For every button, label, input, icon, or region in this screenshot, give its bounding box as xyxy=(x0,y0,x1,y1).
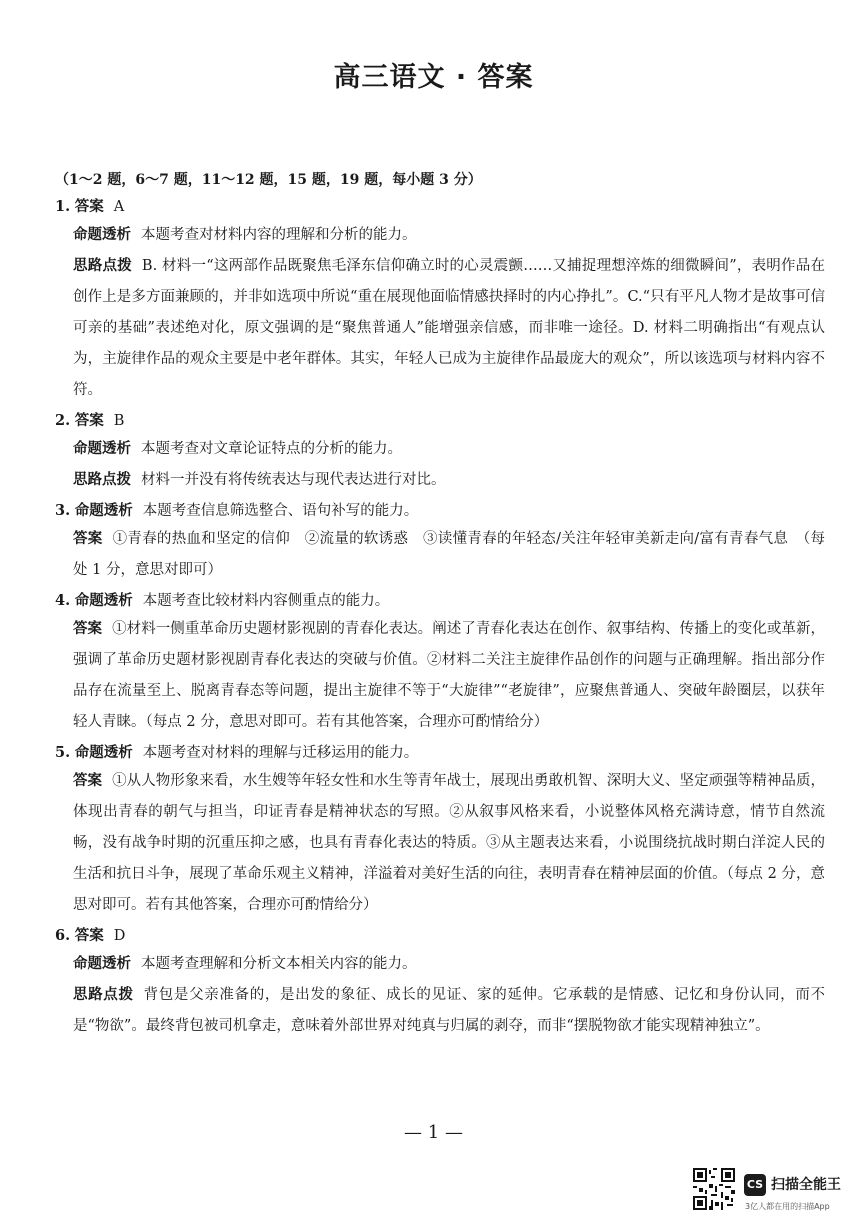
question-header-value: 本题考查信息筛选整合、语句补写的能力。 xyxy=(142,503,419,519)
paragraph-label: 思路点拨 xyxy=(73,472,131,488)
paragraph-text: B. 材料一“这两部作品既聚焦毛泽东信仰确立时的心灵震颤……又捕捉理想淬炼的细微瞬间”，表明作品在创作上是多方面兼顾的，并非如选项中所说“重在展现他面临情感抉择时的内心挣扎”。C.“只有平凡人物才是故事可信可亲的基础”表述绝对化，原文强调的是“聚焦普通人”能增强亲信感，而非唯一途径。D. 材料二明确指出“有观点认为，主旋律作品的观众主要是中老年群体。其实，年轻人已成为主旋律作品最庞大的观众”，所以该选项与材料内容不符。 xyxy=(73,258,825,398)
question-number: 6. xyxy=(55,927,71,944)
qr-code-icon xyxy=(693,1168,735,1210)
paragraph-label: 命题透析 xyxy=(73,956,131,972)
paragraph-text: ①从人物形象来看，水生嫂等年轻女性和水生等青年战士，展现出勇敢机智、深明大义、坚定顽强等精神品质，体现出青春的朝气与担当，印证青春是精神状态的写照。②从叙事风格来看，小说整体风格充满诗意，情节自然流畅，没有战争时期的沉重压抑之感，也具有青春化表达的特质。③从主题表达来看，小说围绕抗战时期白洋淀人民的生活和抗日斗争，展现了革命乐观主义精神，洋溢着对美好生活的向往，表明青春在精神层面的价值。（每点 2 分，意思对即可。若有其他答案，合理亦可酌情给分） xyxy=(73,773,826,913)
question-number: 5. xyxy=(55,744,71,761)
question-header-label: 命题透析 xyxy=(74,745,133,761)
question-header-label: 答案 xyxy=(74,199,104,215)
question-block xyxy=(55,923,825,1042)
question-block xyxy=(55,740,825,921)
paragraph-label: 思路点拨 xyxy=(73,987,134,1003)
answer-paragraph xyxy=(55,465,825,496)
paragraph-text: ①青春的热血和坚定的信仰 ②流量的软诱惑 ③读懂青春的年轻态/关注年轻审美新走向/富有青春气息 （每处 1 分，意思对即可） xyxy=(73,531,825,578)
app-tagline: 3亿人都在用的扫描App xyxy=(745,1202,830,1211)
answer-paragraph xyxy=(55,614,825,738)
paragraph-text: 本题考查对材料内容的理解和分析的能力。 xyxy=(141,227,417,243)
question-header xyxy=(55,194,825,220)
question-header-label: 命题透析 xyxy=(74,593,133,609)
question-header xyxy=(55,408,825,434)
answer-paragraph xyxy=(55,524,825,586)
question-header-value: 本题考查对材料的理解与迁移运用的能力。 xyxy=(142,745,419,761)
question-number: 2. xyxy=(55,412,71,429)
question-block xyxy=(55,408,825,496)
score-scope-note: （1～2 题，6～7 题，11～12 题，15 题，19 题，每小题 3 分） xyxy=(55,172,482,188)
paragraph-label: 命题透析 xyxy=(73,227,131,243)
question-header-label: 答案 xyxy=(74,413,104,429)
app-name: 扫描全能王 xyxy=(771,1177,841,1193)
scanner-watermark xyxy=(693,1168,863,1220)
paragraph-text: 背包是父亲准备的，是出发的象征、成长的见证、家的延伸。它承载的是情感、记忆和身份认同，而不是“物欲”。最终背包被司机拿走，意味着外部世界对纯真与归属的剥夺，而非“摆脱物欲才能实现精神独立”。 xyxy=(73,987,825,1034)
paragraph-label: 答案 xyxy=(73,621,103,637)
answer-paragraph xyxy=(55,980,825,1042)
answer-paragraph xyxy=(55,949,825,980)
question-block xyxy=(55,194,825,406)
paragraph-text: 本题考查对文章论证特点的分析的能力。 xyxy=(141,441,402,457)
camscanner-logo-icon: CS xyxy=(744,1174,766,1196)
question-header xyxy=(55,588,825,614)
page-number: — 1 — xyxy=(404,1122,463,1143)
question-header xyxy=(55,740,825,766)
question-header xyxy=(55,498,825,524)
question-header-value: 本题考查比较材料内容侧重点的能力。 xyxy=(142,593,390,609)
question-number: 1. xyxy=(55,198,71,215)
paragraph-label: 答案 xyxy=(73,531,103,547)
question-number: 4. xyxy=(55,592,71,609)
question-header-label: 命题透析 xyxy=(74,503,133,519)
question-header-value: D xyxy=(113,928,126,944)
paragraph-text: ①材料一侧重革命历史题材影视剧的青春化表达。阐述了青春化表达在创作、叙事结构、传播上的变化或革新，强调了革命历史题材影视剧青春化表达的突破与价值。②材料二关注主旋律作品创作的问题与正确理解。指出部分作品存在流量至上、脱离青春态等问题，提出主旋律不等于“大旋律”“老旋律”，应聚焦普通人、突破年龄圈层，以获年轻人青睐。（每点 2 分，意思对即可。若有其他答案，合理亦可酌情给分） xyxy=(73,621,826,730)
question-header-value: B xyxy=(113,413,125,429)
answer-paragraph xyxy=(55,251,825,406)
question-number: 3. xyxy=(55,502,71,519)
question-header-value: A xyxy=(113,199,125,215)
paragraph-text: 本题考查理解和分析文本相关内容的能力。 xyxy=(141,956,417,972)
question-header-label: 答案 xyxy=(74,928,104,944)
paragraph-label: 答案 xyxy=(73,773,103,789)
paragraph-label: 思路点拨 xyxy=(73,258,132,274)
question-list xyxy=(55,194,825,1042)
paragraph-text: 材料一并没有将传统表达与现代表达进行对比。 xyxy=(141,472,446,488)
page-title: 高三语文 · 答案 xyxy=(333,62,534,93)
answer-content xyxy=(55,168,825,1042)
answer-paragraph xyxy=(55,766,825,921)
question-block xyxy=(55,588,825,738)
answer-paragraph xyxy=(55,220,825,251)
question-block xyxy=(55,498,825,586)
paragraph-label: 命题透析 xyxy=(73,441,131,457)
answer-paragraph xyxy=(55,434,825,465)
question-header xyxy=(55,923,825,949)
